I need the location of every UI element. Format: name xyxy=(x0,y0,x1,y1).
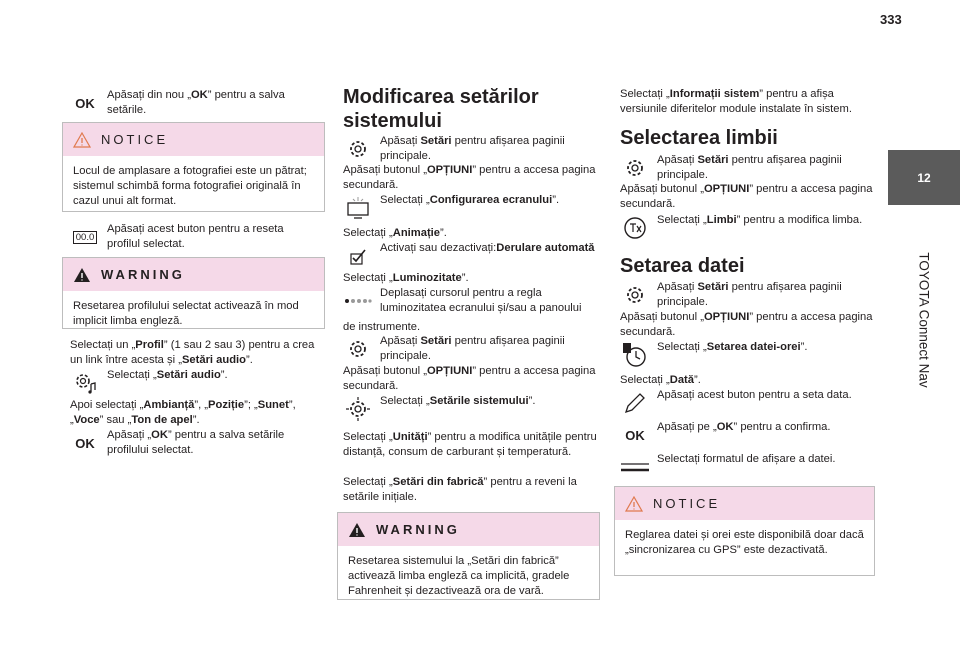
screen-config-icon xyxy=(343,193,373,223)
paragraph-date: Selectați „Dată”. xyxy=(620,374,701,386)
audio-settings-icon xyxy=(70,368,100,398)
warning-box-factory xyxy=(337,512,600,600)
warning-title: WARNING xyxy=(376,522,460,537)
ok-icon: OK xyxy=(625,427,645,443)
notice-title: NOTICE xyxy=(653,496,721,511)
warning-box xyxy=(62,257,325,329)
clock-icon xyxy=(620,340,650,370)
notice-title: NOTICE xyxy=(101,132,169,147)
settings-gear-icon xyxy=(343,134,373,164)
paragraph-options-2: Apăsați butonul „OPȚIUNI” pentru a accesa pagina secundară. xyxy=(343,365,596,392)
chapter-tab: 12 xyxy=(888,150,960,205)
settings-gear-icon xyxy=(620,280,650,310)
paragraph-profile: Selectați un „Profil” (1 sau 2 sau 3) pentru a crea un link între acesta și „Setări audio”. xyxy=(70,339,315,366)
chapter-title: TOYOTA Connect Nav xyxy=(916,252,932,388)
warning-triangle-icon xyxy=(73,267,91,283)
paragraph-units: Selectați „Unități” pentru a modifica unitățile pentru distanță, consum de carburant și temperatură. xyxy=(343,431,597,458)
notice-box xyxy=(62,122,325,212)
settings-gear-icon xyxy=(343,334,373,364)
paragraph-options-3: Apăsați butonul „OPȚIUNI” pentru a accesa pagina secundară. xyxy=(620,183,873,210)
paragraph-options: Apăsați butonul „OPȚIUNI” pentru a accesa pagina secundară. xyxy=(343,164,596,191)
paragraph-brightness: Selectați „Luminozitate”. xyxy=(343,272,469,284)
warning-text: Resetarea profilului selectat activează în mod implicit limba engleză. xyxy=(73,300,299,327)
heading-system-settings: Modificarea setărilor sistemului xyxy=(343,86,539,132)
paragraph-instrument-panel: de instrumente. xyxy=(343,321,421,333)
ok-icon: OK xyxy=(75,435,95,451)
heading-language: Selectarea limbii xyxy=(620,127,778,149)
language-icon xyxy=(620,213,650,243)
date-format-icon xyxy=(620,452,650,482)
paragraph-factory-reset: Selectați „Setări din fabrică” pentru a reveni la setările inițiale. xyxy=(343,476,577,503)
notice-text: Locul de amplasare a fotografiei este un pătrat; sistemul schimbă forma fotografiei originală în cazul unui alt format. xyxy=(73,165,307,207)
settings-gear-icon xyxy=(620,153,650,183)
notice-box-date xyxy=(614,486,875,576)
page-number: 333 xyxy=(880,12,902,27)
warning-triangle-icon xyxy=(348,522,366,538)
warning-text: Resetarea sistemului la „Setări din fabrică” activează limba engleză ca implicită, gradele Fahrenheit și dezactivează ora de vară. xyxy=(348,555,570,597)
brightness-slider-icon xyxy=(343,286,373,316)
warning-title: WARNING xyxy=(101,267,185,282)
system-settings-icon xyxy=(343,394,373,424)
heading-date: Setarea datei xyxy=(620,255,745,277)
paragraph-options-4: Apăsați butonul „OPȚIUNI” pentru a accesa pagina secundară. xyxy=(620,311,873,338)
pencil-icon xyxy=(620,388,650,418)
notice-text: Reglarea datei și orei este disponibilă doar dacă „sincronizarea cu GPS” este dezactivată. xyxy=(625,529,864,556)
ok-icon: OK xyxy=(75,95,95,111)
warning-triangle-icon xyxy=(73,132,91,148)
checkbox-icon xyxy=(343,241,373,271)
warning-triangle-icon xyxy=(625,496,643,512)
reset-counter-icon: 00.0 xyxy=(70,222,100,252)
paragraph-animation: Selectați „Animație”. xyxy=(343,227,447,239)
paragraph-system-info: Selectați „Informații sistem” pentru a afișa versiunile diferitelor module instalate în sistem. xyxy=(620,88,852,115)
paragraph-sound-options: Apoi selectați „Ambianță”, „Poziție”; „Sunet”, „Voce” sau „Ton de apel”. xyxy=(70,399,296,426)
